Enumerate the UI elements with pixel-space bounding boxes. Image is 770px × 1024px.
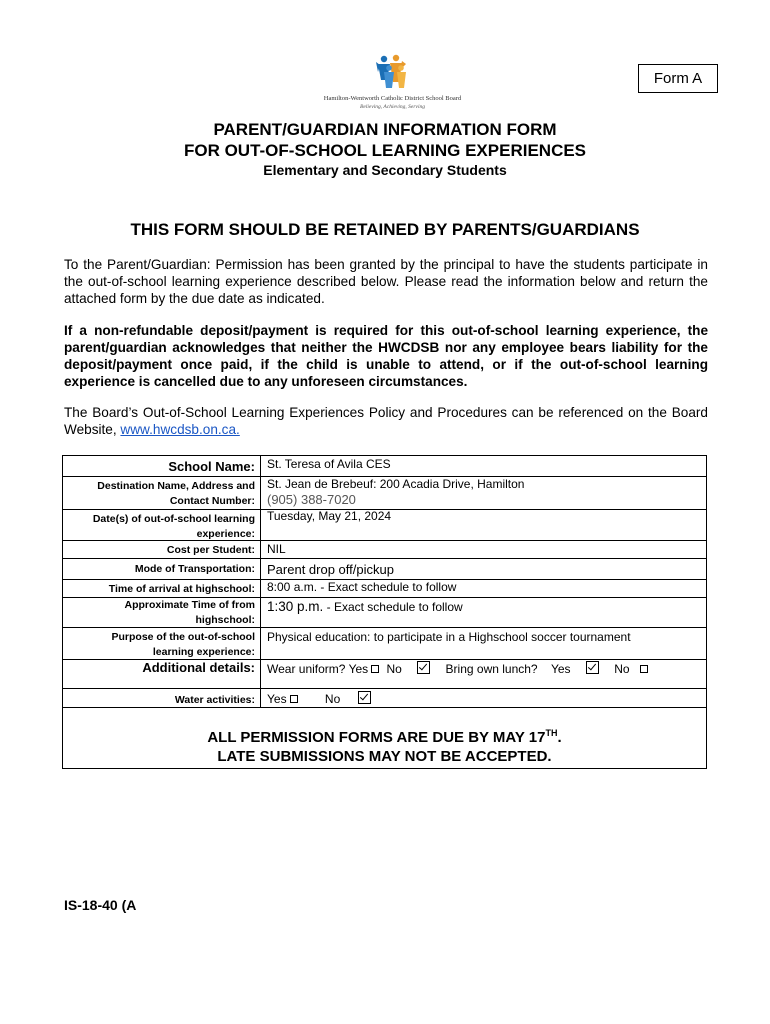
contact-number-value: (905) 388-7020 xyxy=(267,492,356,507)
destination-label: Destination Name, Address and xyxy=(97,480,255,492)
board-logo xyxy=(310,54,475,116)
lunch-question: Bring own lunch? xyxy=(445,662,538,676)
purpose-label: Purpose of the out-of-school xyxy=(111,631,255,643)
people-logo-icon xyxy=(310,54,475,94)
lunch-yes-label: Yes xyxy=(550,662,571,676)
cost-label: Cost per Student: xyxy=(166,544,255,556)
uniform-question: Wear uniform? Yes xyxy=(267,662,369,676)
water-yes-label: Yes xyxy=(267,692,287,706)
cost-value: NIL xyxy=(267,542,286,556)
water-no-checkbox-checked[interactable] xyxy=(358,691,371,704)
water-activities-value xyxy=(267,691,371,707)
lunch-no-label: No xyxy=(614,662,630,676)
due-date-notice xyxy=(63,728,706,746)
departure-time: 1:30 p.m. xyxy=(267,599,324,614)
transport-label: Mode of Transportation: xyxy=(134,563,255,575)
logo-tagline: Believing, Achieving, Serving xyxy=(360,104,425,110)
purpose-label-line2: learning experience: xyxy=(152,646,255,658)
deposit-notice: If a non-refundable deposit/payment is required for this out-of-school learning experience, the parent/guardian acknowledges that neither the HWCDSB nor any employee bears liability for the deposit/payment once paid, if the child is unable to attend, or if the out-of-school learning experience is cancelled due to any unforeseen circumstances. xyxy=(64,323,708,389)
transport-value: Parent drop off/pickup xyxy=(267,562,394,577)
policy-text: The Board’s Out-of-School Learning Experiences Policy and Procedures can be referenced on the Board Website, xyxy=(64,405,708,437)
policy-paragraph xyxy=(64,404,708,438)
water-no-label: No xyxy=(324,692,341,706)
departure-note: - Exact schedule to follow xyxy=(323,600,463,614)
departure-label: Approximate Time of from xyxy=(124,599,255,611)
trip-details-table xyxy=(62,455,707,769)
lunch-no-checkbox[interactable] xyxy=(640,665,648,673)
water-activities-label: Water activities: xyxy=(174,694,255,706)
school-name-label: School Name: xyxy=(168,459,255,474)
arrival-value: 8:00 a.m. - Exact schedule to follow xyxy=(267,580,457,594)
departure-value xyxy=(267,599,463,615)
uniform-no-checkbox-checked[interactable] xyxy=(417,661,430,674)
uniform-no-label: No xyxy=(386,662,402,676)
departure-label-line2: highschool: xyxy=(195,614,255,626)
contact-number-label: Contact Number: xyxy=(169,495,255,507)
school-name-value: St. Teresa of Avila CES xyxy=(267,457,391,471)
form-title-line2: FOR OUT-OF-SCHOOL LEARNING EXPERIENCES xyxy=(183,141,587,160)
dates-label: Date(s) of out-of-school learning xyxy=(92,513,255,525)
late-submission-notice: LATE SUBMISSIONS MAY NOT BE ACCEPTED. xyxy=(217,748,552,765)
arrival-label: Time of arrival at highschool: xyxy=(108,583,255,595)
destination-value: St. Jean de Brebeuf: 200 Acadia Drive, Hamilton xyxy=(267,477,525,491)
form-title-line1: PARENT/GUARDIAN INFORMATION FORM xyxy=(213,120,557,139)
logo-board-name: Hamilton-Wentworth Catholic District School Board xyxy=(323,95,462,102)
purpose-value: Physical education: to participate in a Highschool soccer tournament xyxy=(267,630,631,644)
due-date-period: . xyxy=(557,729,562,746)
form-label: Form A xyxy=(638,64,718,93)
additional-details-label: Additional details: xyxy=(142,660,255,675)
lunch-yes-checkbox-checked[interactable] xyxy=(586,661,599,674)
additional-details-value xyxy=(267,661,648,677)
intro-paragraph: To the Parent/Guardian: Permission has been granted by the principal to have the students participate in the out-of-school learning experience described below. Please read the information below and return the attached form by the due date as indicated. xyxy=(64,257,708,306)
board-website-link[interactable]: www.hwcdsb.on.ca. xyxy=(120,422,240,437)
due-date-suffix: TH xyxy=(545,728,558,738)
uniform-yes-checkbox[interactable] xyxy=(371,665,379,673)
form-code: IS-18-40 (A xyxy=(64,897,137,913)
water-yes-checkbox[interactable] xyxy=(290,695,298,703)
dates-label-line2: experience: xyxy=(196,528,255,540)
due-date-text: ALL PERMISSION FORMS ARE DUE BY MAY 17 xyxy=(207,729,546,746)
retain-heading: THIS FORM SHOULD BE RETAINED BY PARENTS/GUARDIANS xyxy=(130,220,640,239)
dates-value: Tuesday, May 21, 2024 xyxy=(267,509,392,523)
form-subtitle: Elementary and Secondary Students xyxy=(263,162,507,178)
